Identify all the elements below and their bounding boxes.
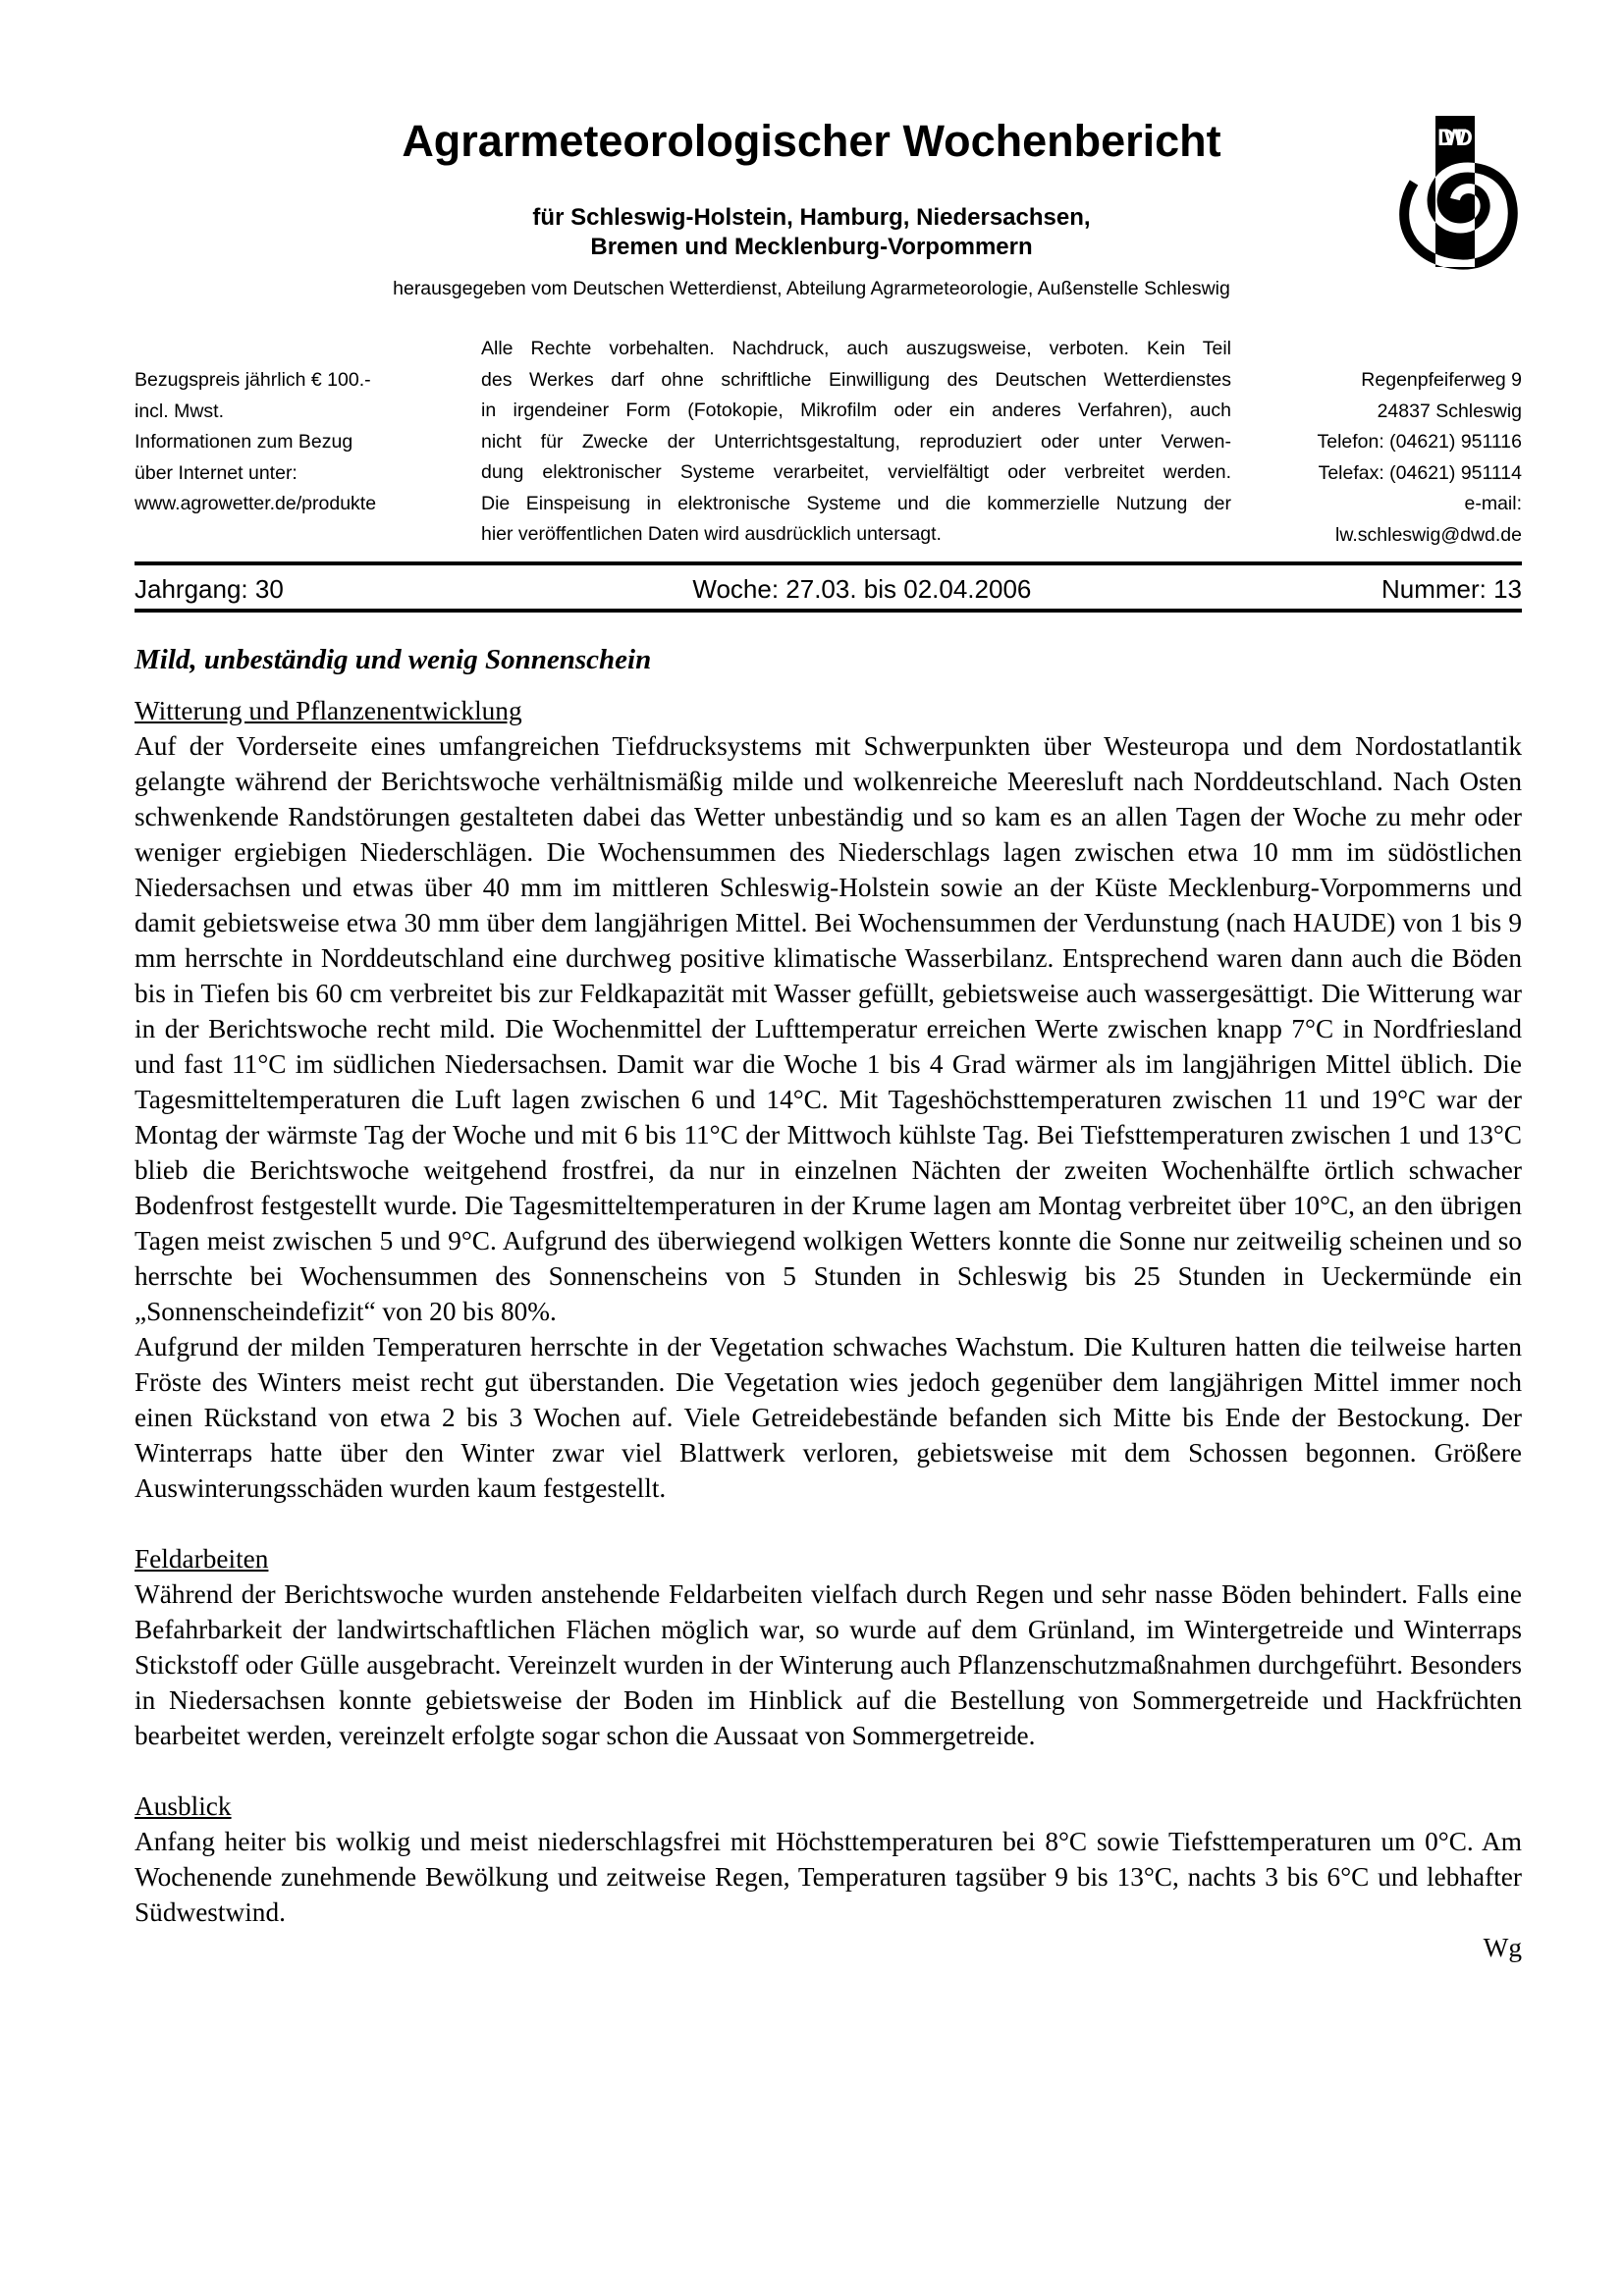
issue-number: Nummer: 13: [1380, 574, 1522, 604]
paragraph: Aufgrund der milden Temperaturen herrschte in der Vegetation schwaches Wachstum. Die Kulturen hatten die teilweise harten Fröste des Winters meist recht gut überstanden. Die Vegetation wies jedoch gegenüber dem langjährigen Mittel immer noch einen Rückstand von etwa 2 bis 3 Wochen auf. Viele Getreidebestände befanden sich Mitte bis Ende der Bestockung. Der Winterraps hatte über den Winter zwar viel Blattwerk verloren, gebietsweise mit dem Schossen begonnen. Größere Auswinterungsschäden wurden kaum festgestellt.: [135, 1332, 1522, 1503]
address-line: 24837 Schleswig: [1377, 400, 1522, 422]
paragraph: Anfang heiter bis wolkig und meist niederschlagsfrei mit Höchsttemperaturen bei 8°C sowie Tiefsttemperaturen um 0°C. Am Wochenende zunehmende Bewölkung und zeitweise Regen, Temperaturen tagsüber 9 bis 13°C, nachts 3 bis 6°C und lebhafter Südwestwind.: [135, 1827, 1522, 1927]
info-line: über Internet unter:: [135, 461, 298, 484]
report-body: [135, 640, 1522, 1965]
svg-text:DWD: DWD: [1437, 125, 1473, 151]
address-line: Regenpfeiferweg 9: [1361, 369, 1522, 391]
dwd-logo: [1394, 116, 1532, 273]
fax: Telefax: (04621) 951114: [1318, 461, 1522, 484]
info-line: incl. Mwst.: [135, 400, 225, 422]
section-title-weather: Witterung und Pflanzenentwicklung: [135, 696, 522, 725]
notice-line: Die Einspeisung in elektronische Systeme und die kommerzielle Nutzung der: [481, 492, 1231, 514]
subtitle-line: für Schleswig-Holstein, Hamburg, Niedersachsen,: [532, 204, 1091, 231]
notice-line: des Werkes darf ohne schriftliche Einwilligung des Deutschen Wetterdienstes: [481, 368, 1231, 391]
notice-line: hier veröffentlichen Daten wird ausdrücklich untersagt.: [481, 523, 942, 545]
email-label: e-mail:: [1464, 493, 1522, 514]
volume: Jahrgang: 30: [135, 574, 284, 604]
region-subtitle: [0, 203, 1623, 262]
issue-info-bar: [135, 574, 1522, 605]
phone: Telefon: (04621) 951116: [1317, 431, 1522, 453]
author-signature: Wg: [1483, 1933, 1522, 1962]
notice-line: Alle Rechte vorbehalten. Nachdruck, auch auszugsweise, verboten. Kein Teil: [481, 338, 1231, 359]
paragraph: Während der Berichtswoche wurden anstehende Feldarbeiten vielfach durch Regen und sehr nasse Böden behindert. Falls eine Befahrbarkeit der landwirtschaftlichen Flächen möglich war, so wurde auf dem Grünland, im Wintergetreide und Winterraps Stickstoff oder Gülle ausgebracht. Vereinzelt wurden in der Winterung auch Pflanzenschutzmaßnahmen durchgeführt. Besonders in Niedersachsen konnte gebietsweise der Boden im Hinblick auf die Bestellung von Sommergetreide und Hackfrüchten bearbeitet werden, vereinzelt erfolgte sogar schon die Aussaat von Sommergetreide.: [135, 1579, 1522, 1750]
subtitle-line: Bremen und Mecklenburg-Vorpommern: [590, 234, 1033, 260]
divider: [135, 609, 1522, 613]
document-title: Agrarmeteorologischer Wochenbericht: [402, 116, 1221, 166]
section-title-fieldwork: Feldarbeiten: [135, 1544, 269, 1574]
section-title-outlook: Ausblick: [135, 1791, 232, 1821]
headline: Mild, unbeständig und wenig Sonnenschein: [135, 644, 652, 675]
notice-line: dung elektronischer Systeme verarbeitet, vervielfältigt oder verbreitet werden.: [481, 461, 1231, 483]
info-line: Informationen zum Bezug: [135, 431, 353, 453]
info-line: Bezugspreis jährlich € 100.-: [135, 369, 371, 391]
publisher-line: herausgegeben vom Deutschen Wetterdienst, Abteilung Agrarmeteorologie, Außenstelle Schleswig: [393, 278, 1230, 299]
info-link: www.agrowetter.de/produkte: [135, 493, 377, 514]
email-address: lw.schleswig@dwd.de: [1335, 523, 1522, 546]
notice-line: in irgendeiner Form (Fotokopie, Mikrofilm oder ein anderes Verfahren), auch: [481, 400, 1231, 421]
notice-line: nicht für Zwecke der Unterrichtsgestaltung, reproduziert oder unter Verwen-: [481, 430, 1231, 453]
subscription-info: [135, 365, 376, 520]
contact-address: [1317, 365, 1522, 551]
week-range: Woche: 27.03. bis 02.04.2006: [692, 574, 1032, 604]
copyright-notice: [481, 334, 1231, 551]
paragraph: Auf der Vorderseite eines umfangreichen Tiefdrucksystems mit Schwerpunkten über Westeuropa und dem Nordostatlantik gelangte während der Berichtswoche verhältnismäßig milde und wolkenreiche Meeresluft nach Norddeutschland. Nach Osten schwenkende Randstörungen gestalteten dabei das Wetter unbeständig und so kam es an allen Tagen der Woche zu mehr oder weniger ergiebigen Niederschlägen. Die Wochensummen des Niederschlags lagen zwischen etwa 10 mm im südöstlichen Niedersachsen und etwas über 40 mm im mittleren Schleswig-Holstein sowie an der Küste Mecklenburg-Vorpommerns und damit gebietsweise etwa 30 mm über dem langjährigen Mittel. Bei Wochensummen der Verdunstung (nach HAUDE) von 1 bis 9 mm herrschte in Norddeutschland eine durchweg positive klimatische Wasserbilanz. Entsprechend waren dann auch die Böden bis in Tiefen bis 60 cm verbreitet bis zur Feldkapazität mit Wasser gefüllt, gebietsweise auch wassergesättigt. Die Witterung war in der Berichtswoche recht mild. Die Wochenmittel der Lufttemperatur erreichen Werte zwischen knapp 7°C in Nordfriesland und fast 11°C im südlichen Niedersachsen. Damit war die Woche 1 bis 4 Grad wärmer als im langjährigen Mittel üblich. Die Tagesmitteltemperaturen die Luft lagen zwischen 6 und 14°C. Mit Tageshöchsttemperaturen zwischen 11 und 19°C war der Montag der wärmste Tag der Woche und mit 6 bis 11°C der Mittwoch kühlste Tag. Bei Tiefsttemperaturen zwischen 1 und 13°C blieb die Berichtswoche weitgehend frostfrei, da nur in einzelnen Nächten der zweiten Wochenhälfte örtlich schwacher Bodenfrost festgestellt wurde. Die Tagesmitteltemperaturen in der Krume lagen am Montag verbreitet über 10°C, an den übrigen Tagen meist zwischen 5 und 9°C. Aufgrund des überwiegend wolkigen Wetters konnte die Sonne nur zeitweilig scheinen und so herrschte bei Wochensummen des Sonnenscheins von 5 Stunden in Schleswig bis 25 Stunden in Ueckermünde ein „Sonnenscheindefizit“ von 20 bis 80%.: [135, 731, 1522, 1326]
divider: [135, 561, 1522, 565]
